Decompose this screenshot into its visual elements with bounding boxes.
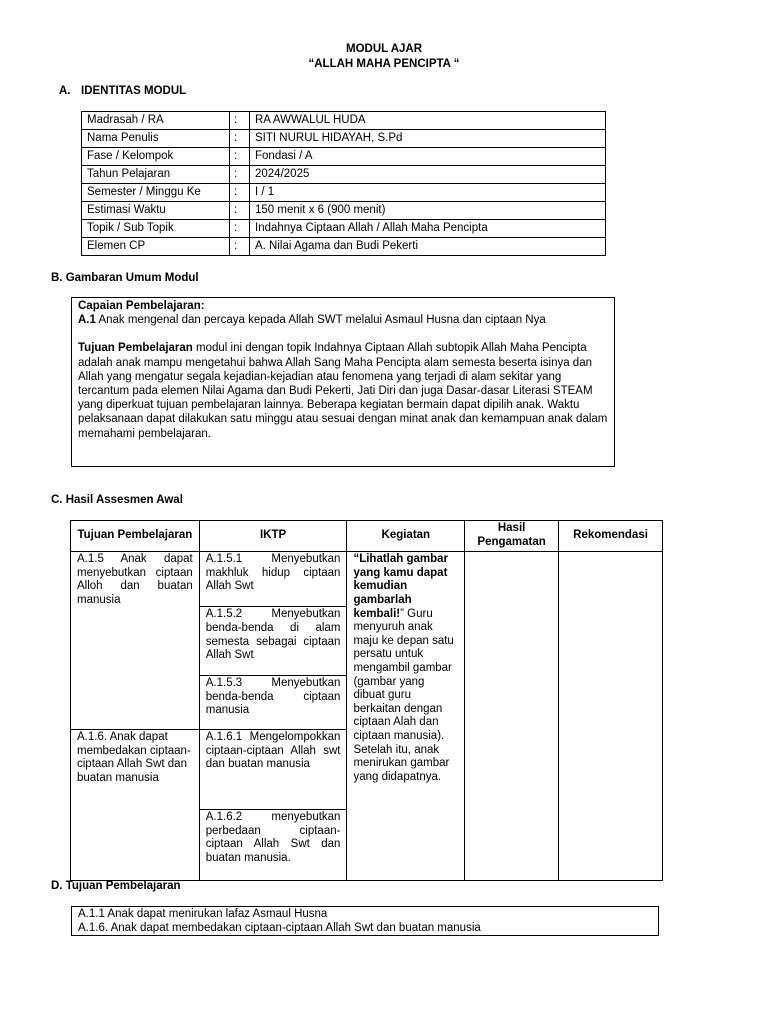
identity-label: Elemen CP — [82, 238, 230, 256]
identity-row — [82, 130, 606, 148]
identity-separator: : — [230, 130, 250, 148]
identity-label: Nama Penulis — [82, 130, 230, 148]
identity-value: Fondasi / A — [250, 148, 606, 166]
kegiatan-quote: “ — [353, 553, 360, 566]
kegiatan-cell — [347, 552, 465, 881]
identity-separator: : — [230, 184, 250, 202]
iktp-cell: A.1.5.3 Menyebutkan benda-benda ciptaan manusia — [199, 676, 347, 730]
cp-code: A.1 — [78, 314, 96, 327]
section-a-label: A. — [59, 85, 71, 97]
section-b-title: B. Gambaran Umum Modul — [51, 272, 199, 284]
identity-value: A. Nilai Agama dan Budi Pekerti — [250, 238, 606, 256]
document-title: MODUL AJAR — [345, 43, 423, 55]
hasil-cell — [465, 552, 559, 881]
cp-text: Anak mengenal dan percaya kepada Allah SWT melalui Asmaul Husna dan ciptaan Nya — [95, 314, 546, 327]
tp-cell-2: A.1.6. Anak dapat membedakan ciptaan-ciptaan Allah Swt dan buatan manusia — [71, 730, 200, 881]
identity-row — [82, 112, 606, 130]
objective-item: A.1.6. Anak dapat membedakan ciptaan-ciptaan Allah Swt dan buatan manusia — [78, 922, 481, 934]
iktp-cell: A.1.5.1 Menyebutkan makhluk hidup ciptaan Allah Swt — [199, 552, 347, 607]
header-tujuan: Tujuan Pembelajaran — [71, 521, 200, 552]
cp-heading: Capaian Pembelajaran: — [78, 300, 205, 312]
section-d-title: D. Tujuan Pembelajaran — [51, 880, 181, 892]
identity-row — [82, 184, 606, 202]
iktp-cell: A.1.6.2 menyebutkan perbedaan ciptaan-ciptaan Allah Swt dan buatan manusia. — [199, 810, 347, 881]
identity-label: Topik / Sub Topik — [82, 220, 230, 238]
identity-value: Indahnya Ciptaan Allah / Allah Maha Pencipta — [250, 220, 606, 238]
identity-separator: : — [230, 166, 250, 184]
objective-item: A.1.1 Anak dapat menirukan lafaz Asmaul Husna — [78, 908, 328, 920]
header-hasil: Hasil Pengamatan — [465, 521, 559, 552]
identity-label: Fase / Kelompok — [82, 148, 230, 166]
rekomendasi-cell — [559, 552, 663, 881]
iktp-cell: A.1.5.2 Menyebutkan benda-benda di alam semesta sebagai ciptaan Allah Swt — [199, 607, 347, 676]
identity-value: 150 menit x 6 (900 menit) — [250, 202, 606, 220]
identity-value: RA AWWALUL HUDA — [250, 112, 606, 130]
identity-separator: : — [230, 202, 250, 220]
kegiatan-instruction: Lihatlah gambar yang kamu dapat kemudian gambarlah kembali! — [353, 553, 449, 620]
identity-label: Tahun Pelajaran — [82, 166, 230, 184]
identity-row — [82, 220, 606, 238]
document-subtitle: “ALLAH MAHA PENCIPTA “ — [308, 58, 460, 70]
section-a-title: IDENTITAS MODUL — [81, 85, 187, 97]
identity-table — [81, 111, 606, 256]
identity-row — [82, 166, 606, 184]
identity-value: 2024/2025 — [250, 166, 606, 184]
identity-value: SITI NURUL HIDAYAH, S.Pd — [250, 130, 606, 148]
identity-row — [82, 238, 606, 256]
iktp-cell: A.1.6.1 Mengelompokkan ciptaan-ciptaan Allah swt dan buatan manusia — [199, 730, 347, 810]
tp-cell-1: A.1.5 Anak dapat menyebutkan ciptaan Alloh dan buatan manusia — [71, 552, 200, 730]
objectives-box — [71, 906, 659, 936]
identity-row — [82, 202, 606, 220]
kegiatan-text: ” Guru menyuruh anak maju ke depan satu persatu untuk mengambil gambar (gambar yang dibuat guru berkaitan dengan ciptaan Alah dan ciptaan manusia). Setelah itu, anak menirukan gambar yang didapatnya. — [353, 607, 454, 783]
identity-separator: : — [230, 238, 250, 256]
tp-text: modul ini dengan topik Indahnya Ciptaan Allah subtopik Allah Maha Pencipta adalah anak mampu mengetahui bahwa Allah Sang Maha Pencipta alam semesta beserta isinya dan Allah yang mengatur segala kejadian-kejadian atau fenomena yang terjadi di alam sekitar yang tercantum pada elemen Nilai Agama dan Budi Pekerti, Jati Diri dan juga Dasar-dasar Literasi STEAM yang diperkuat tujuan pembelajaran lainnya. Beberapa kegiatan bermain dapat dipilih anak. Waktu pelaksanaan dapat dilakukan satu minggu atau sesuai dengan minat anak dan kemampuan anak dalam memahami pembelajaran. — [78, 342, 608, 440]
identity-separator: : — [230, 112, 250, 130]
identity-separator: : — [230, 220, 250, 238]
overview-box — [71, 297, 615, 467]
header-iktp: IKTP — [199, 521, 347, 552]
identity-row — [82, 148, 606, 166]
identity-separator: : — [230, 148, 250, 166]
identity-label: Semester / Minggu Ke — [82, 184, 230, 202]
identity-label: Madrasah / RA — [82, 112, 230, 130]
identity-label: Estimasi Waktu — [82, 202, 230, 220]
assessment-table — [70, 520, 663, 881]
header-rekomendasi: Rekomendasi — [559, 521, 663, 552]
identity-value: I / 1 — [250, 184, 606, 202]
section-c-title: C. Hasil Assesmen Awal — [51, 494, 183, 506]
header-kegiatan: Kegiatan — [347, 521, 465, 552]
tp-label: Tujuan Pembelajaran — [78, 342, 193, 355]
